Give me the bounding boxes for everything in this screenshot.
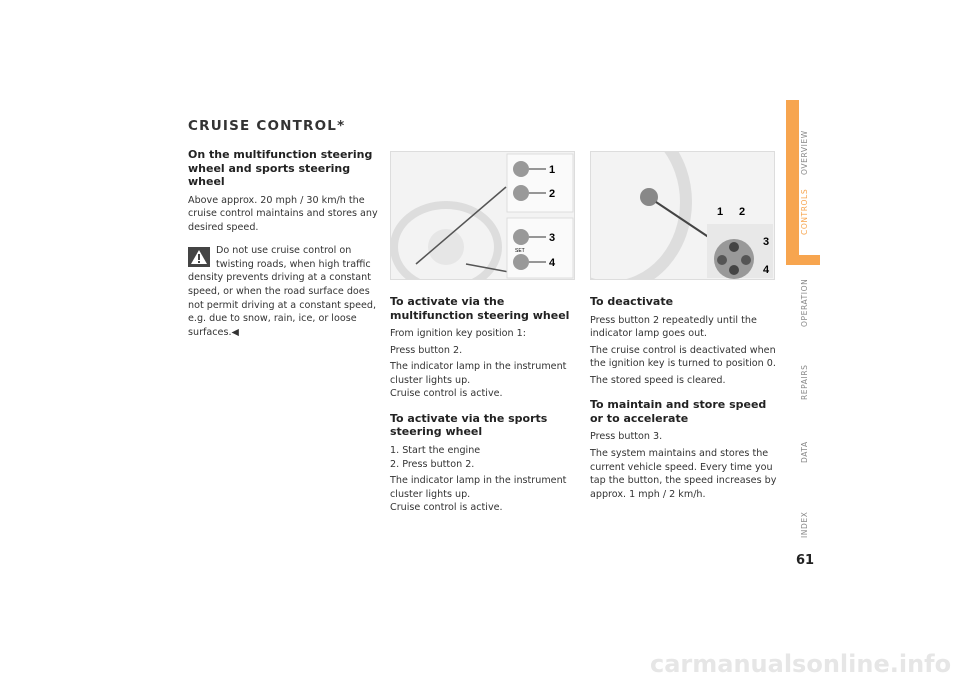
paragraph: Cruise control is active.: [390, 388, 503, 400]
watermark: carmanualsonline.info: [650, 650, 952, 678]
figure-sports-wheel: [590, 151, 775, 280]
callout-1: 1: [717, 206, 724, 218]
callout-4: 4: [763, 264, 770, 276]
callout-3: 3: [763, 236, 770, 248]
paragraph: Press button 2.: [390, 344, 463, 356]
section-heading: To activate via the sports steering wheel: [390, 411, 548, 439]
column-3: [590, 295, 780, 504]
callout-4: 4: [549, 257, 556, 269]
list-item: 2. Press button 2.: [390, 458, 475, 470]
steering-wheel-illustration: [391, 152, 574, 279]
paragraph: Cruise control is active.: [390, 502, 503, 514]
warning-note: [188, 244, 380, 339]
paragraph: Press button 2 repeatedly until the indicator lamp goes out.: [590, 314, 757, 340]
sports-wheel-illustration: [591, 152, 774, 279]
tab-data[interactable]: DATA: [800, 441, 809, 463]
tab-index[interactable]: INDEX: [800, 511, 809, 538]
paragraph: Press button 3.: [590, 431, 663, 443]
intro-text: Above approx. 20 mph / 30 km/h the cruise control maintains and stores any desired speed.: [188, 194, 378, 233]
paragraph: The stored speed is cleared.: [590, 374, 726, 386]
column-2: [390, 295, 578, 518]
section-heading: To activate via the multifunction steering wheel: [390, 295, 570, 322]
paragraph: The cruise control is deactivated when the ignition key is turned to position 0.: [590, 344, 776, 370]
warning-triangle-icon: [188, 247, 210, 267]
paragraph: The indicator lamp in the instrument cluster lights up.: [390, 475, 567, 500]
set-label: SET: [515, 248, 525, 254]
section-heading: On the multifunction steering wheel and sports steering wheel: [188, 148, 373, 188]
paragraph: The indicator lamp in the instrument cluster lights up.: [390, 361, 567, 386]
tab-controls[interactable]: CONTROLS: [800, 188, 809, 235]
tab-overview[interactable]: OVERVIEW: [800, 130, 809, 175]
end-mark-icon: ◀: [231, 326, 239, 338]
page-number: 61: [796, 553, 815, 568]
page-title: CRUISE CONTROL*: [188, 118, 346, 134]
callout-1: 1: [549, 164, 556, 176]
tab-repairs[interactable]: REPAIRS: [800, 364, 809, 400]
warning-text: Do not use cruise control on twisting roads, when high traffic density prevents driving at a constant speed, or when the road surface does not permit driving at a constant speed, e.g. due to snow, rain, ice, or loose surfaces.: [188, 245, 377, 338]
column-1: [188, 148, 380, 339]
section-heading: To maintain and store speed or to accelerate: [590, 398, 767, 425]
figure-multifunction-wheel: [390, 151, 575, 280]
paragraph: The system maintains and stores the current vehicle speed. Every time you tap the button, the speed increases by approx. 1 mph / 2 km/h.: [590, 448, 777, 500]
paragraph: From ignition key position 1:: [390, 328, 526, 339]
callout-3: 3: [549, 232, 556, 244]
section-heading: To deactivate: [590, 295, 674, 308]
active-section-marker-foot: [786, 255, 820, 265]
callout-2: 2: [739, 206, 746, 218]
active-section-marker: [786, 100, 799, 265]
tab-operation[interactable]: OPERATION: [800, 278, 809, 327]
list-item: 1. Start the engine: [390, 444, 481, 456]
callout-2: 2: [549, 188, 556, 200]
